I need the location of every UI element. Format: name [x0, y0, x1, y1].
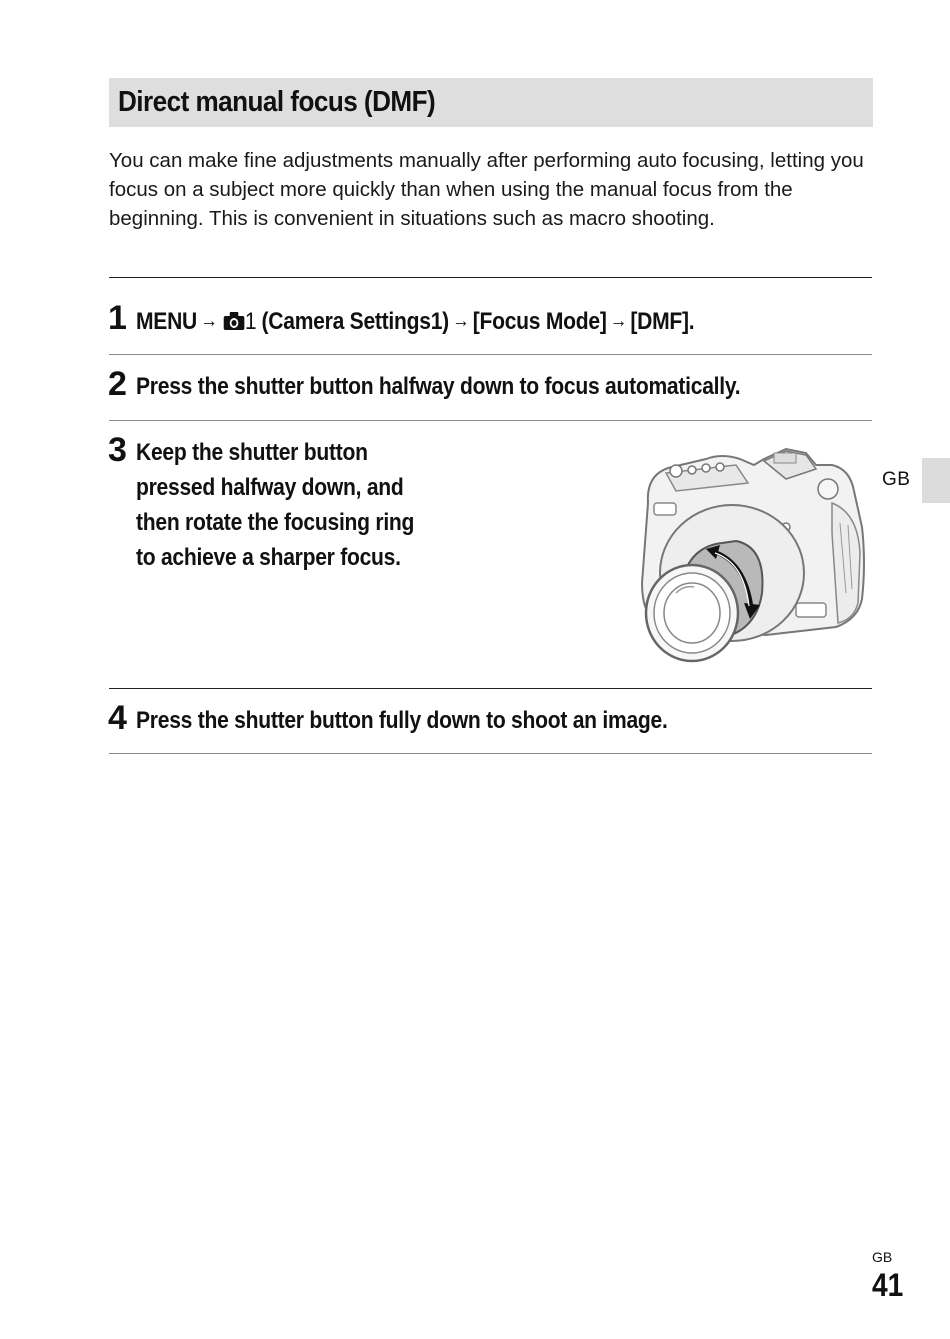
section-header [109, 78, 873, 127]
step-3-text [136, 435, 471, 575]
camera-icon [223, 306, 245, 341]
step-4-text: Press the shutter button fully down to shoot an image. [136, 707, 668, 734]
arrow-right-icon: → [200, 310, 218, 332]
camera-settings-label: (Camera Settings1) [261, 308, 449, 335]
divider [109, 354, 872, 355]
camera-focus-ring-illustration [636, 443, 868, 665]
step-3-line: then rotate the focusing ring [136, 509, 415, 536]
side-tab [922, 458, 950, 503]
intro-paragraph: You can make fine adjustments manually after performing auto focusing, letting you focus on a subject more quickly than when using the manual focus from the beginning. This is convenient in situations such as macro shooting. [109, 149, 864, 230]
step-2-number: 2 [108, 365, 127, 403]
side-tab-label: GB [882, 469, 911, 490]
camera-settings-number: 1 [244, 308, 257, 335]
step-3-line: pressed halfway down, and [136, 474, 404, 501]
dmf-label: [DMF]. [630, 308, 695, 335]
step-3-line: to achieve a sharper focus. [136, 544, 401, 571]
divider [109, 753, 872, 754]
step-1-text [136, 304, 694, 341]
step-4-number: 4 [108, 699, 127, 737]
step-1-number: 1 [108, 299, 127, 337]
menu-label: MENU [136, 308, 198, 335]
step-3-number: 3 [108, 431, 127, 469]
divider [109, 688, 872, 689]
footer-language-label: GB [872, 1249, 893, 1265]
divider [109, 420, 872, 421]
arrow-right-icon: → [610, 310, 627, 332]
step-3-line: Keep the shutter button [136, 439, 368, 466]
section-title: Direct manual focus (DMF) [118, 86, 436, 118]
focus-mode-label: [Focus Mode] [472, 308, 607, 335]
step-2-text: Press the shutter button halfway down to focus automatically. [136, 373, 741, 400]
divider [109, 277, 872, 278]
arrow-right-icon: → [452, 310, 470, 332]
page-number: 41 [872, 1267, 904, 1303]
